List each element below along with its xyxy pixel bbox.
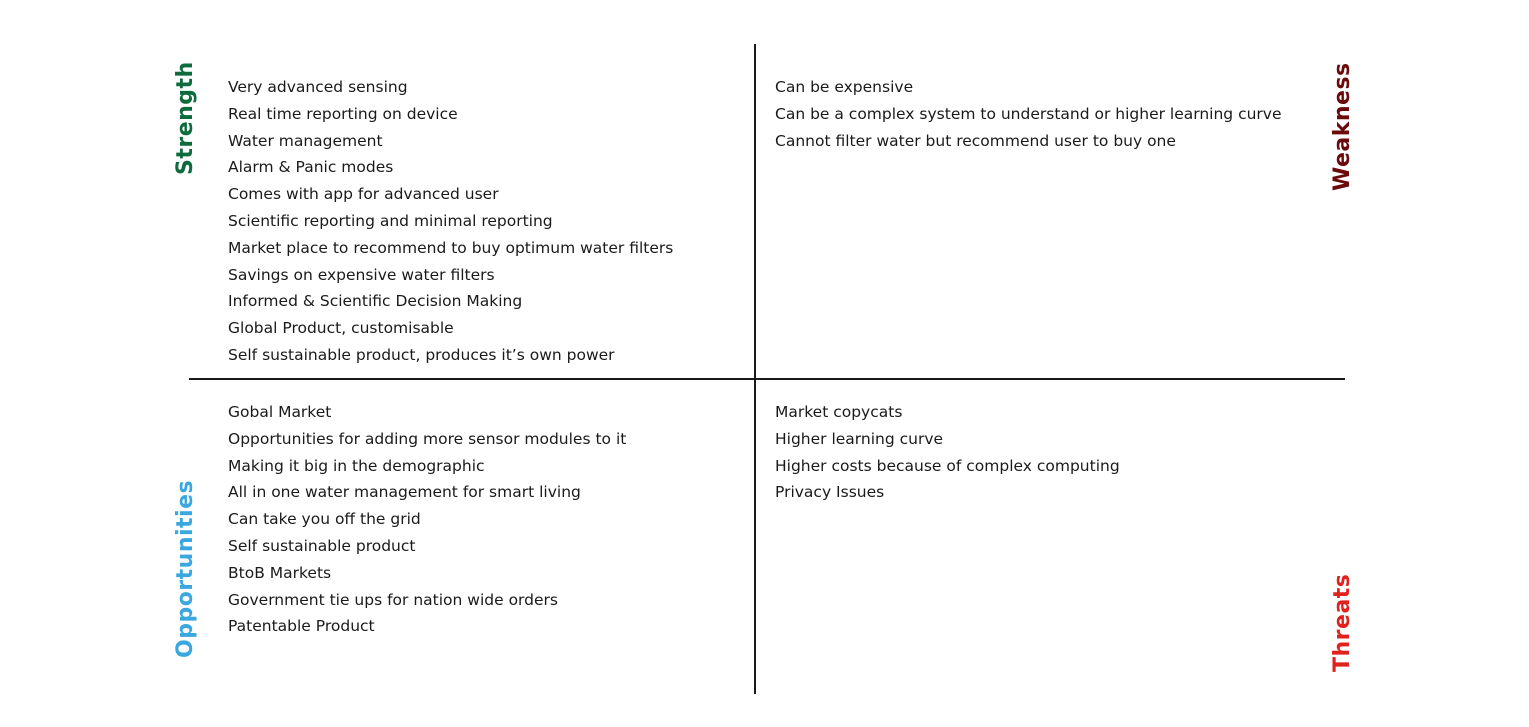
threats-item: Market copycats bbox=[775, 403, 903, 421]
opportunities-item: Patentable Product bbox=[228, 617, 375, 636]
opportunities-item: Can take you off the grid bbox=[228, 510, 421, 529]
vertical-divider bbox=[754, 44, 756, 694]
threats-item: Privacy Issues bbox=[775, 483, 885, 502]
threats-list bbox=[775, 399, 1120, 506]
weakness-list bbox=[775, 74, 1282, 154]
opportunities-item: Gobal Market bbox=[228, 403, 332, 421]
opportunities-label: Opportunities bbox=[173, 479, 198, 658]
strength-item: Real time reporting on device bbox=[228, 104, 458, 123]
weakness-item: Can be expensive bbox=[775, 78, 914, 96]
horizontal-divider bbox=[189, 378, 1345, 380]
strength-item: Alarm & Panic modes bbox=[228, 158, 394, 177]
strength-item: Water management bbox=[228, 131, 383, 150]
weakness-label: Weakness bbox=[1330, 62, 1355, 191]
strength-item: Market place to recommend to buy optimum water filters bbox=[228, 238, 674, 257]
strength-item: Very advanced sensing bbox=[228, 78, 408, 96]
strength-list bbox=[228, 74, 673, 369]
strength-item: Scientific reporting and minimal reporting bbox=[228, 211, 553, 230]
weakness-item: Can be a complex system to understand or higher learning curve bbox=[775, 104, 1282, 123]
opportunities-item: BtoB Markets bbox=[228, 563, 332, 582]
threats-item: Higher learning curve bbox=[775, 429, 944, 448]
strength-item: Global Product, customisable bbox=[228, 319, 454, 338]
threats-item: Higher costs because of complex computing bbox=[775, 456, 1120, 475]
opportunities-list bbox=[228, 399, 626, 640]
strength-item: Comes with app for advanced user bbox=[228, 185, 499, 204]
threats-label: Threats bbox=[1330, 573, 1355, 672]
strength-item: Self sustainable product, produces it’s own power bbox=[228, 345, 615, 364]
opportunities-item: All in one water management for smart living bbox=[228, 483, 581, 502]
strength-label: Strength bbox=[173, 61, 198, 175]
strength-item: Informed & Scientific Decision Making bbox=[228, 292, 523, 311]
opportunities-item: Government tie ups for nation wide orders bbox=[228, 590, 558, 609]
opportunities-item: Opportunities for adding more sensor modules to it bbox=[228, 429, 627, 448]
opportunities-item: Making it big in the demographic bbox=[228, 456, 485, 475]
weakness-item: Cannot filter water but recommend user to buy one bbox=[775, 131, 1176, 150]
strength-item: Savings on expensive water filters bbox=[228, 265, 495, 284]
opportunities-item: Self sustainable product bbox=[228, 536, 416, 555]
